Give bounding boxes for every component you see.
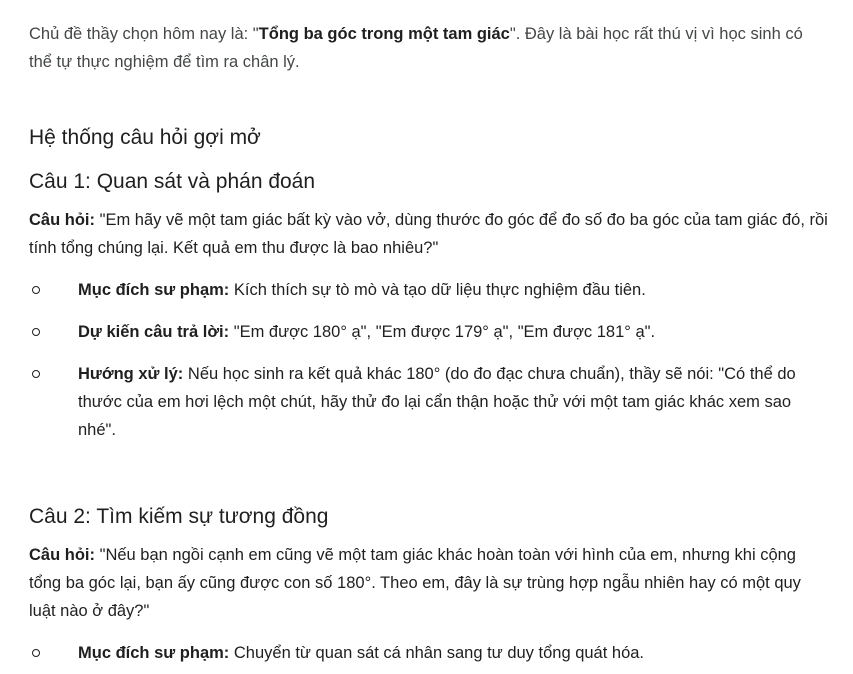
bullet-circle-icon [32, 649, 40, 657]
question-2-label: Câu hỏi: [29, 546, 95, 564]
bullet-circle-icon [32, 328, 40, 336]
intro-prefix: Chủ đề thầy chọn hôm nay là: " [29, 25, 259, 43]
question-2-bullets [29, 639, 829, 667]
question-1-label: Câu hỏi: [29, 211, 95, 229]
question-1-body: "Em hãy vẽ một tam giác bất kỳ vào vở, dùng thước đo góc để đo số đo ba góc của tam giác đó, rồi tính tổng chúng lại. Kết quả em thu được là bao nhiêu?" [29, 211, 828, 257]
question-2-title: Câu 2: Tìm kiếm sự tương đồng [29, 505, 329, 528]
section-heading: Hệ thống câu hỏi gợi mở [29, 126, 261, 149]
question-1-title: Câu 1: Quan sát và phán đoán [29, 170, 316, 193]
question-2-section [29, 503, 829, 667]
bullet-label: Mục đích sư phạm: [78, 644, 230, 662]
bullet-text: Chuyển từ quan sát cá nhân sang tư duy tổng quát hóa. [229, 644, 645, 662]
intro-topic: Tổng ba góc trong một tam giác [258, 25, 510, 43]
intro-suffix: ". Đây là bài học rất thú vị vì học sinh có thể tự thực nghiệm để tìm ra chân lý. [29, 25, 803, 71]
list-item [29, 639, 829, 667]
bullet-text: "Em được 180° ạ", "Em được 179° ạ", "Em được 181° ạ". [229, 323, 656, 341]
list-item [29, 318, 829, 346]
question-2-text [29, 541, 829, 625]
question-1-section [29, 168, 829, 444]
bullet-text: Nếu học sinh ra kết quả khác 180° (do đo đạc chưa chuẩn), thầy sẽ nói: "Có thể do thước của em hơi lệch một chút, hãy thử đo lại cẩn thận hoặc thử với một tam giác khác xem sao nhé". [78, 365, 796, 439]
question-2-body: "Nếu bạn ngồi cạnh em cũng vẽ một tam giác khác hoàn toàn với hình của em, nhưng khi cộng tổng ba góc lại, bạn ấy cũng được con số 180°. Theo em, đây là sự trùng hợp ngẫu nhiên hay có một quy luật nào ở đây?" [29, 546, 801, 620]
bullet-label: Mục đích sư phạm: [78, 281, 230, 299]
bullet-label: Hướng xử lý: [78, 365, 184, 383]
bullet-circle-icon [32, 286, 40, 294]
bullet-text: Kích thích sự tò mò và tạo dữ liệu thực nghiệm đầu tiên. [229, 281, 646, 299]
question-1-text [29, 206, 829, 262]
bullet-circle-icon [32, 370, 40, 378]
list-item [29, 360, 829, 444]
list-item [29, 276, 829, 304]
bullet-label: Dự kiến câu trả lời: [78, 323, 230, 341]
intro-paragraph [29, 20, 829, 76]
question-1-bullets [29, 276, 829, 444]
